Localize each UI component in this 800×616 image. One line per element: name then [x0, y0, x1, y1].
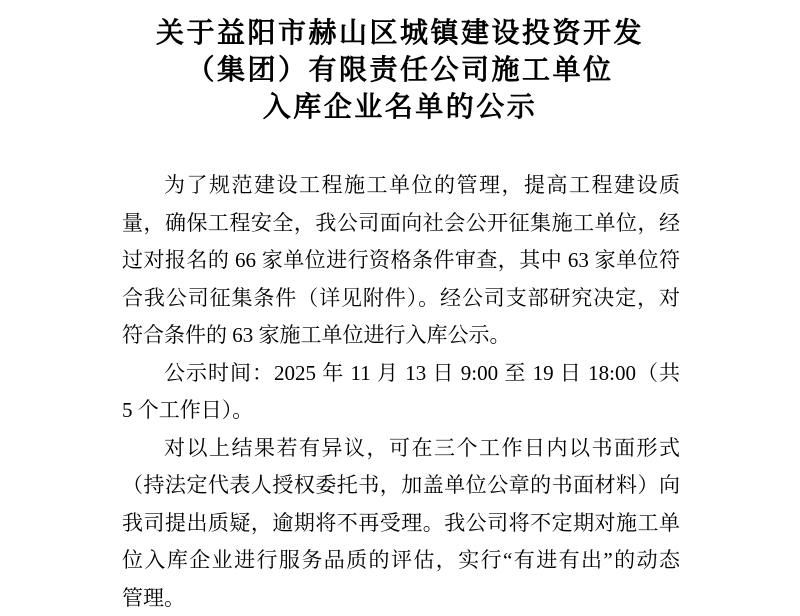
body-line-7: 5 个工作日）。	[122, 398, 254, 422]
body-line-4: 合我公司征集条件（详见附件）。经公司支部研究决定，对	[122, 285, 680, 310]
body-line-9: （持法定代表人授权委托书，加盖单位公章的书面材料）向	[122, 473, 680, 497]
document-title	[0, 0, 800, 125]
title-line-2: （集团）有限责任公司施工单位	[186, 54, 614, 85]
body-line-8: 对以上结果若有异议，可在三个工作日内以书面形式	[164, 435, 680, 460]
body-line-12: 管理。	[122, 585, 185, 610]
body-line-10: 我司提出质疑，逾期将不再受理。我公司将不定期对施工单	[122, 510, 680, 535]
body-line-11: 位入库企业进行服务品质的评估，实行“有进有出”的动态	[122, 548, 680, 572]
document-body	[122, 167, 680, 616]
body-line-3: 过对报名的 66 家单位进行资格条件审查，其中 63 家单位符	[122, 248, 680, 272]
title-line-1: 关于益阳市赫山区城镇建设投资开发	[155, 17, 644, 48]
body-line-2: 量，确保工程安全，我公司面向社会公开征集施工单位，经	[122, 210, 680, 235]
body-line-5: 符合条件的 63 家施工单位进行入库公示。	[122, 323, 511, 347]
body-line-1: 为了规范建设工程施工单位的管理，提高工程建设质	[164, 173, 680, 197]
body-line-6: 公示时间：2025 年 11 月 13 日 9:00 至 19 日 18:00（共	[164, 360, 680, 385]
title-line-3: 入库企业名单的公示	[262, 91, 538, 122]
